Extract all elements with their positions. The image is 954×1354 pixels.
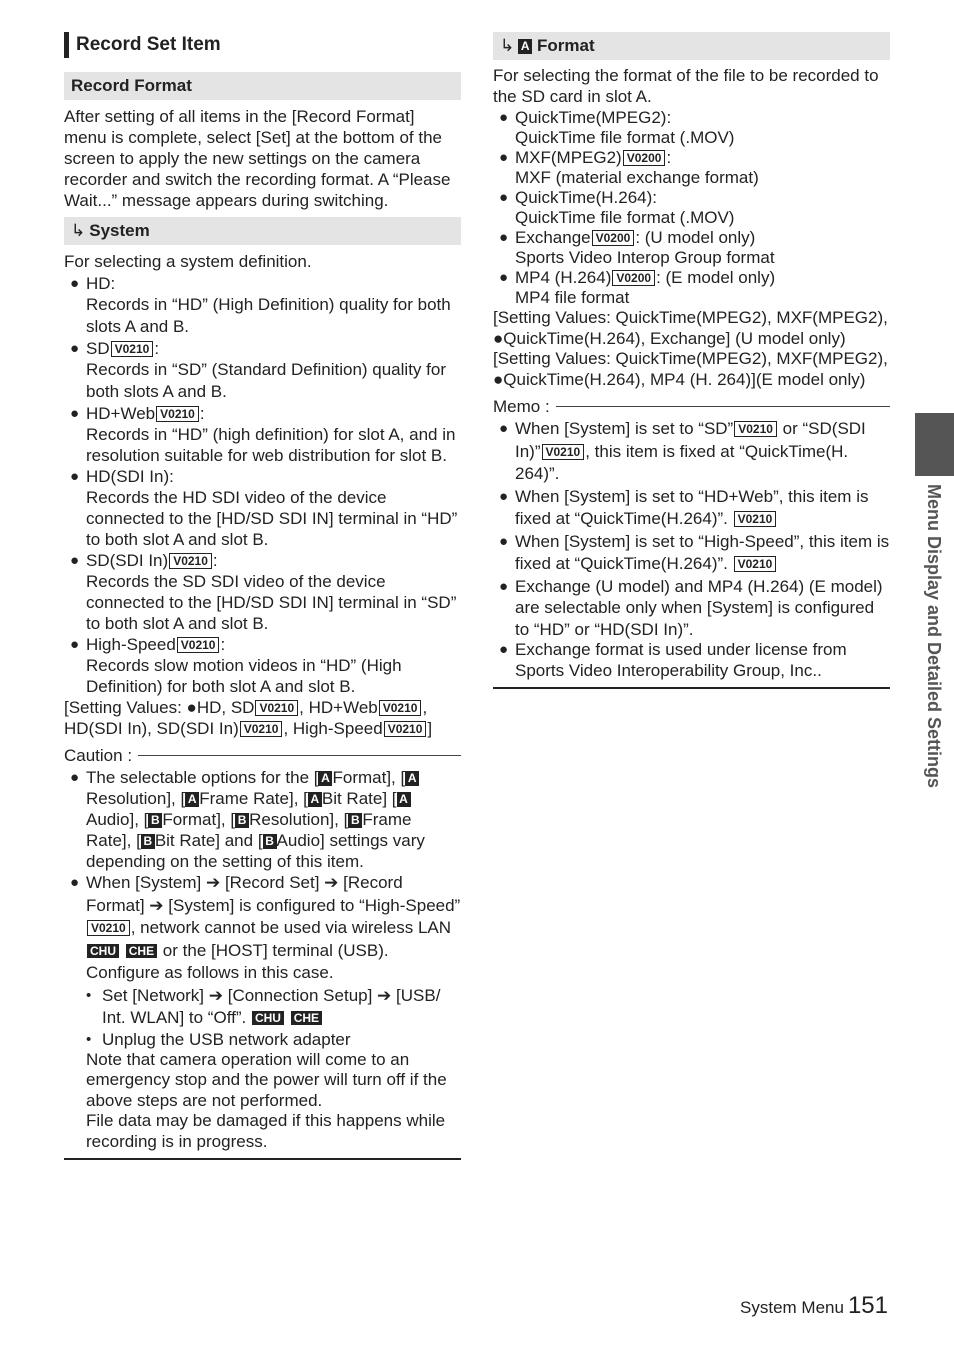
format-setting-values-u [493, 308, 890, 349]
che-badge: CHE [126, 944, 157, 958]
divider [556, 406, 890, 407]
bullet-icon: ● [70, 636, 80, 653]
option-desc: Records the SD SDI video of the device connected to the [HD/SD SDI IN] terminal in “SD” to both slot A and slot B. [86, 572, 457, 633]
bullet-icon: ● [499, 420, 509, 437]
option-label: SD(SDI In) [86, 551, 169, 570]
list-item [493, 486, 890, 531]
version-tag: V0210 [111, 341, 154, 357]
list-item: ● SD(SDI In) V0210 : Records the SD SDI video of the device connected to the [HD/SD SDI IN] terminal in “SD” to both slot A and slot B. [64, 550, 461, 634]
memo-text: Exchange format is used under license from Sports Video Interoperability Group, Inc.. [515, 640, 847, 680]
bullet-icon: ● [499, 641, 509, 658]
option-label: : (E model only) [656, 268, 776, 287]
format-setting-values-e [493, 349, 890, 390]
caution-note: File data may be damaged if this happens while recording is in progress. [86, 1111, 446, 1151]
option-desc: MP4 file format [515, 288, 630, 307]
caution-label: Caution : [64, 746, 133, 765]
list-item [86, 1029, 461, 1050]
left-column [64, 30, 461, 1160]
version-tag: V0200 [612, 270, 655, 286]
bullet-icon: ● [499, 109, 509, 126]
side-tab-label [915, 484, 954, 844]
list-item [64, 466, 461, 550]
divider [138, 755, 461, 756]
page-number: 151 [847, 1292, 888, 1319]
bullet-icon: ● [493, 328, 504, 348]
sv-text: QuickTime(H.264), Exchange] (U model only) [503, 328, 846, 348]
slot-b-icon: B [235, 813, 249, 828]
bullet-icon: ● [186, 698, 197, 717]
caution-text: , network cannot be used via wireless LAN [130, 918, 452, 937]
version-tag: V0210 [156, 406, 199, 422]
side-tab-text: Menu Display and Detailed Settings [924, 484, 944, 789]
caution-text: Bit Rate] and [ [154, 831, 263, 850]
list-item: ● MXF(MPEG2) V0200 : MXF (material exchange format) [493, 148, 890, 188]
version-tag: V0210 [177, 637, 220, 653]
side-tab-block [915, 413, 954, 476]
bullet-icon: ● [499, 189, 509, 206]
version-tag: V0210 [255, 700, 298, 716]
sv-text: [Setting Values: QuickTime(MPEG2), MXF(MPEG2), [493, 349, 888, 368]
che-badge: CHE [291, 1011, 322, 1025]
option-label: MP4 (H.264) [515, 268, 612, 287]
caution-text: Frame Rate], [ [86, 810, 412, 850]
list-item [493, 576, 890, 641]
caution-text: Resolution], [ [249, 810, 349, 829]
sv-hd: HD, SD [196, 698, 255, 717]
slot-a-icon: A [518, 39, 532, 54]
sv-end: ] [427, 719, 433, 738]
bullet-icon: ● [499, 269, 509, 286]
option-label: HD(SDI In): [86, 467, 174, 486]
caution-text: Bit Rate] [ [321, 789, 397, 808]
version-tag: V0210 [384, 721, 427, 737]
list-item [493, 268, 890, 308]
page-footer [740, 1292, 888, 1320]
bullet-icon: ● [499, 577, 509, 595]
record-format-header: Record Format [64, 72, 461, 100]
return-arrow-icon: ↳ [500, 36, 515, 55]
slot-a-icon: A [185, 792, 199, 807]
caution-text: Resolution], [ [86, 789, 186, 808]
chu-badge: CHU [87, 944, 119, 958]
option-desc: Records in “HD” (High Definition) quality for both slots A and B. [86, 295, 451, 336]
sv-prefix: [Setting Values: [64, 698, 187, 717]
format-title: Format [536, 36, 595, 55]
caution-text: Audio], [ [86, 810, 149, 829]
option-desc: QuickTime file format (.MOV) [515, 128, 735, 147]
system-intro: For selecting a system definition. [64, 252, 312, 271]
divider [493, 687, 890, 689]
format-options [493, 108, 890, 308]
option-label: QuickTime(H.264): [515, 188, 658, 207]
option-label: : (U model only) [635, 228, 756, 247]
bullet-icon: ● [70, 552, 80, 569]
section-title: Record Set Item [64, 32, 461, 58]
format-header [493, 32, 890, 60]
system-options [64, 273, 461, 697]
slot-a-icon: A [397, 792, 411, 807]
list-item [493, 418, 890, 486]
version-tag: V0210 [734, 556, 777, 572]
list-item [493, 228, 890, 268]
slot-b-icon: B [348, 813, 362, 828]
option-desc: Records in “SD” (Standard Definition) quality for both slots A and B. [86, 360, 446, 401]
bullet-icon: ● [499, 149, 509, 166]
record-format-text: After setting of all items in the [Record Format] menu is complete, select [Set] at the bottom of the screen to apply the new settings on the camera recorder and switch the recording format. A “Please Wait...” message appears during switching. [64, 107, 451, 210]
list-item [493, 188, 890, 228]
option-label: MXF(MPEG2) [515, 148, 622, 167]
bullet-icon: ● [70, 405, 80, 422]
system-title: System [89, 221, 150, 240]
memo-text: Exchange (U model) and MP4 (H.264) (E model) are selectable only when [System] is configured to “HD” or “HD(SDI In)”. [515, 576, 883, 639]
option-label: Exchange [515, 228, 591, 247]
caution-text: Format], [ [162, 810, 236, 829]
memo-text: When [System] is set to “High-Speed”, this item is fixed at “QuickTime(H.264)”. [515, 531, 890, 573]
caution-note: Note that camera operation will come to an emergency stop and the power will turn off if the above steps are not performed. [86, 1049, 447, 1110]
sv-hdweb: , HD+Web [299, 698, 378, 717]
list-item [64, 273, 461, 338]
footer-label: System Menu [740, 1298, 844, 1317]
memo-text: or “SD(SDI In)” [515, 419, 866, 461]
caution-text: Audio] settings vary depending on the setting of this item. [86, 831, 425, 871]
bullet-icon: ● [499, 532, 509, 550]
bullet-icon: ● [70, 275, 80, 292]
caution-subtext: Unplug the USB network adapter [102, 1029, 351, 1049]
bullet-icon: ● [70, 468, 80, 485]
version-tag: V0210 [169, 553, 212, 569]
slot-a-icon: A [405, 771, 419, 786]
return-arrow-icon: ↳ [71, 221, 86, 240]
format-intro: For selecting the format of the file to be recorded to the SD card in slot A. [493, 66, 879, 106]
chu-badge: CHU [252, 1011, 284, 1025]
caution-subtext: Set [Network] ➔ [Connection Setup] ➔ [USB/ Int. WLAN] to “Off”. [102, 985, 441, 1027]
slot-b-icon: B [148, 813, 162, 828]
list-item [86, 985, 461, 1029]
version-tag: V0210 [542, 444, 585, 460]
option-desc: Records in “HD” (high definition) for slot A, and in resolution suitable for web distribution for slot B. [86, 425, 456, 465]
caution-text: or the [HOST] terminal (USB). Configure as follows in this case. [86, 940, 389, 982]
system-setting-values: [Setting Values: ●HD, SD V0210 , HD+Web V0210 , HD(SDI In), SD(SDI In) V0210 , High-Speed V0210 ] [64, 698, 433, 738]
list-item [493, 108, 890, 148]
memo-text: When [System] is set to “HD+Web”, this item is fixed at “QuickTime(H.264)”. [515, 486, 869, 528]
sv-sdi: HD(SDI In), SD(SDI In) [64, 719, 239, 738]
version-tag: V0210 [379, 700, 422, 716]
caution-heading [64, 745, 461, 766]
list-item: ● High-Speed V0210 : Records slow motion videos in “HD” (High Definition) for both slot A and slot B. [64, 634, 461, 697]
option-label: High-Speed [86, 635, 176, 654]
divider [64, 1158, 461, 1160]
list-item [493, 640, 890, 681]
small-bullet-icon: • [86, 986, 92, 1004]
option-desc: Sports Video Interop Group format [515, 248, 775, 267]
memo-heading [493, 396, 890, 417]
slot-b-icon: B [141, 834, 155, 849]
memo-text: When [System] is set to “SD” [515, 419, 734, 438]
option-desc: Records the HD SDI video of the device connected to the [HD/SD SDI IN] terminal in “HD” to both slot A and slot B. [86, 488, 458, 549]
version-tag: V0200 [592, 230, 635, 246]
bullet-icon: ● [70, 874, 80, 891]
memo-label: Memo : [493, 397, 550, 416]
sv-text: QuickTime(H.264), MP4 (H. 264)](E model only) [503, 369, 866, 389]
bullet-icon: ● [499, 487, 509, 505]
option-desc: QuickTime file format (.MOV) [515, 208, 735, 227]
bullet-icon: ● [70, 340, 80, 357]
caution-text: Frame Rate], [ [199, 789, 308, 808]
option-desc: Records slow motion videos in “HD” (High Definition) for both slot A and slot B. [86, 656, 402, 696]
option-label: HD+Web [86, 404, 156, 423]
bullet-icon: ● [499, 229, 509, 246]
caution-text: Format], [ [332, 768, 406, 787]
version-tag: V0200 [623, 150, 666, 166]
list-item [64, 767, 461, 872]
small-bullet-icon: • [86, 1030, 92, 1048]
memo-list [493, 418, 890, 681]
list-item: ● SD V0210 : Records in “SD” (Standard Definition) quality for both slots A and B. [64, 338, 461, 403]
version-tag: V0210 [87, 920, 130, 936]
sv-text: [Setting Values: QuickTime(MPEG2), MXF(MPEG2), [493, 308, 888, 327]
version-tag: V0210 [734, 511, 777, 527]
list-item [64, 872, 461, 1152]
bullet-icon: ● [493, 369, 504, 389]
option-label: HD: [86, 274, 116, 293]
sv-highspeed: , High-Speed [283, 719, 383, 738]
caution-text: When [System] ➔ [Record Set] ➔ [Record Format] ➔ [System] is configured to “High-Speed” [86, 873, 461, 915]
option-label: QuickTime(MPEG2): [515, 108, 672, 127]
right-column [493, 30, 890, 689]
slot-a-icon: A [318, 771, 332, 786]
system-header [64, 217, 461, 245]
caution-list [64, 767, 461, 1152]
slot-b-icon: B [263, 834, 277, 849]
memo-text: , this item is fixed at “QuickTime(H. 264)”. [515, 441, 849, 483]
bullet-icon: ● [70, 769, 80, 786]
caution-text: The selectable options for the [ [86, 768, 319, 787]
list-item: ● HD+Web V0210 : Records in “HD” (high definition) for slot A, and in resolution suitable for web distribution for slot B. [64, 403, 461, 466]
slot-a-icon: A [308, 792, 322, 807]
option-label: SD [86, 339, 110, 358]
option-desc: MXF (material exchange format) [515, 168, 759, 187]
version-tag: V0210 [240, 721, 283, 737]
list-item [493, 531, 890, 576]
version-tag: V0210 [734, 421, 777, 437]
